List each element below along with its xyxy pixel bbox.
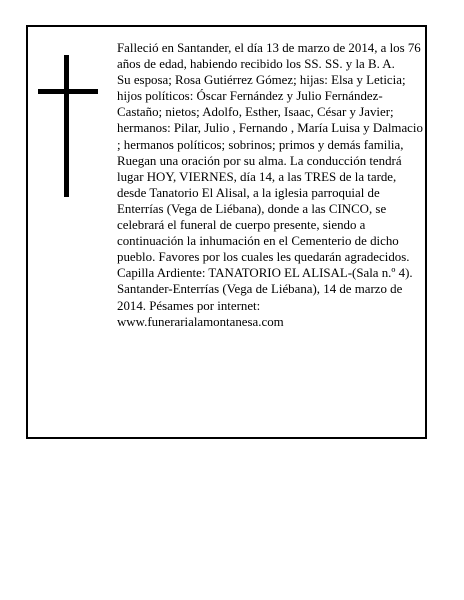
latin-cross-icon: [38, 55, 98, 197]
funeral-details: Ruegan una oración por su alma. La conducción tendrá lugar HOY, VIERNES, día 14, a las TRES de la tarde, desde Tanatorio El Alisal, a la iglesia parroquial de Enterrías (Vega de Liébana), donde a las CINCO, se celebrará el funeral de cuerpo presente, siendo a continuación la inhumación en el Cementerio de dicho pueblo. Favores por los cuales les quedarán agradecidos. Capilla Ardiente: TANATORIO EL ALISAL-(Sala n.º 4).: [117, 153, 413, 281]
notice-body: [117, 40, 423, 330]
cross-horizontal-bar: [38, 89, 98, 94]
family-list: Su esposa; Rosa Gutiérrez Gómez; hijas: Elsa y Leticia; hijos políticos: Óscar Fernández y Julio Fernández-Castaño; nietos; Adolfo, Esther, Isaac, César y Javier; hermanos: Pilar, Julio , Fernando , María Luisa y Dalmacio ; hermanos políticos; sobrinos; primos y demás familia,: [117, 73, 423, 152]
place-date-condolences: Santander-Enterrías (Vega de Liébana), 14 de marzo de 2014. Pésames por internet: www.funerarialamontanesa.com: [117, 282, 403, 329]
death-announcement: Falleció en Santander, el día 13 de marzo de 2014, a los 76 años de edad, habiendo recibido los SS. SS. y la B. A.: [117, 41, 421, 72]
obituary-notice: [26, 25, 427, 439]
cross-vertical-bar: [64, 55, 69, 197]
